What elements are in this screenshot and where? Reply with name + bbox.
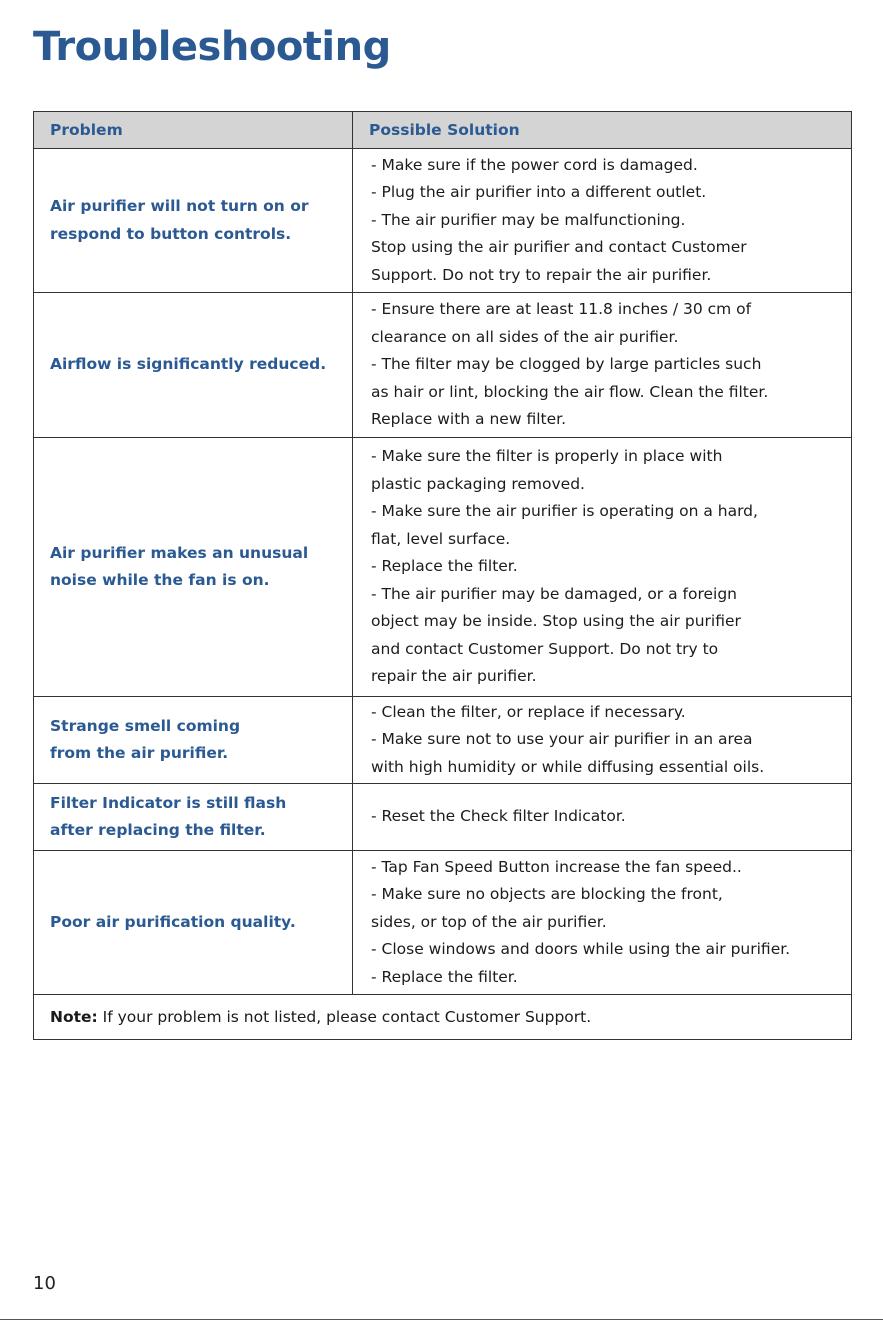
solution-line: - The filter may be clogged by large particles such — [371, 355, 762, 374]
problem-line: Filter Indicator is still flash — [50, 793, 287, 812]
problem-line: Air purifier will not turn on or — [50, 197, 309, 215]
solution-line: Support. Do not try to repair the air purifier. — [371, 265, 712, 284]
page-title: Troubleshooting — [33, 24, 391, 70]
solution-line: - Tap Fan Speed Button increase the fan speed.. — [371, 857, 742, 876]
note-text: If your problem is not listed, please contact Customer Support. — [97, 1008, 592, 1026]
solution-cell — [353, 149, 852, 293]
problem-cell — [34, 851, 353, 995]
table-row — [34, 438, 852, 697]
solution-line: Replace with a new filter. — [371, 410, 566, 429]
header-possible-solution: Possible Solution — [353, 112, 852, 149]
solution-line: clearance on all sides of the air purifier. — [371, 327, 679, 346]
table-row — [34, 851, 852, 995]
problem-line: Air purifier makes an unusual — [50, 543, 309, 562]
problem-line: noise while the fan is on. — [50, 571, 270, 589]
table-row — [34, 293, 852, 438]
problem-line: Airflow is significantly reduced. — [50, 355, 327, 374]
solution-line: with high humidity or while diffusing essential oils. — [371, 757, 765, 776]
solution-line: - Replace the filter. — [371, 557, 518, 576]
solution-line: - Make sure not to use your air purifier in an area — [371, 730, 753, 749]
table-row — [34, 784, 852, 851]
solution-cell — [353, 851, 852, 995]
footer-divider — [0, 1319, 883, 1320]
page-number: 10 — [33, 1273, 56, 1294]
troubleshooting-table — [33, 111, 852, 1040]
table-header-row — [34, 112, 852, 149]
solution-line: - Reset the Check filter Indicator. — [371, 807, 626, 826]
solution-line: repair the air purifier. — [371, 667, 537, 686]
solution-line: - The air purifier may be malfunctioning. — [371, 210, 686, 229]
solution-line: as hair or lint, blocking the air flow. Clean the filter. — [371, 382, 769, 401]
table-row — [34, 697, 852, 784]
solution-line: flat, level surface. — [371, 529, 511, 548]
solution-line: - Make sure the filter is properly in place with — [371, 447, 723, 466]
problem-cell — [34, 149, 353, 293]
problem-cell — [34, 293, 353, 438]
note-cell — [34, 995, 852, 1040]
table-row — [34, 149, 852, 293]
problem-cell — [34, 438, 353, 697]
problem-cell — [34, 784, 353, 851]
solution-line: Stop using the air purifier and contact Customer — [371, 238, 747, 257]
problem-line: Poor air purification quality. — [50, 912, 296, 931]
solution-line: - Ensure there are at least 11.8 inches / 30 cm of — [371, 300, 752, 319]
problem-line: Strange smell coming — [50, 716, 241, 735]
solution-line: - Plug the air purifier into a different outlet. — [371, 183, 707, 202]
solution-cell — [353, 697, 852, 784]
solution-line: - Make sure if the power cord is damaged. — [371, 155, 698, 174]
note-label: Note: — [50, 1008, 98, 1026]
problem-line: from the air purifier. — [50, 744, 229, 762]
solution-line: - Make sure no objects are blocking the front, — [371, 885, 723, 904]
solution-line: plastic packaging removed. — [371, 474, 585, 493]
solution-line: sides, or top of the air purifier. — [371, 912, 607, 931]
problem-line: respond to button controls. — [50, 224, 292, 243]
solution-line: object may be inside. Stop using the air purifier — [371, 612, 741, 631]
solution-line: - Replace the filter. — [371, 967, 518, 986]
note-row — [34, 995, 852, 1040]
problem-cell — [34, 697, 353, 784]
problem-line: after replacing the filter. — [50, 821, 266, 839]
solution-cell — [353, 438, 852, 697]
solution-line: - Make sure the air purifier is operating on a hard, — [371, 502, 758, 521]
solution-line: and contact Customer Support. Do not try to — [371, 639, 719, 658]
header-problem: Problem — [34, 112, 353, 149]
solution-line: - The air purifier may be damaged, or a foreign — [371, 584, 738, 603]
solution-line: - Clean the filter, or replace if necessary. — [371, 702, 686, 721]
solution-cell — [353, 784, 852, 851]
solution-line: - Close windows and doors while using the air purifier. — [371, 940, 791, 959]
solution-cell — [353, 293, 852, 438]
